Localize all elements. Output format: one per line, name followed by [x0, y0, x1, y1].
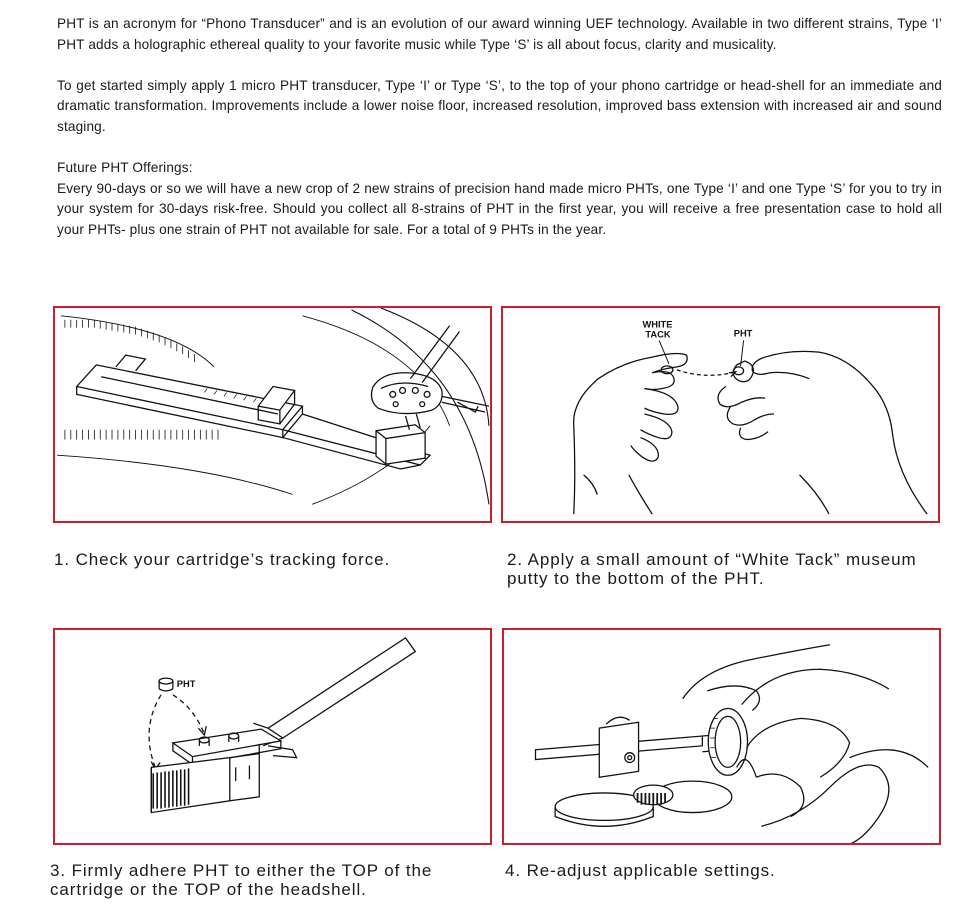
future-offerings-body: Every 90-days or so we will have a new crop of 2 new strains of precision hand made micro PHTs, one Type ‘I’ and one Type ‘S’ for you to try in your system for 30-days risk-free. Should you collect all 8-strains of PHT in the first year, you will receive a free presentation case to hold all your PHTs- plus one strain of PHT not available for sale. For a total of 9 PHTs in the year. [57, 180, 942, 237]
pht-label: PHT [176, 678, 196, 689]
cartridge-pht-placement-drawing [55, 630, 490, 843]
intro-text [57, 14, 942, 241]
step-4-caption: 4. Re-adjust applicable settings. [505, 861, 776, 880]
future-offerings-heading: Future PHT Offerings: [57, 160, 193, 176]
step-2-illustration [501, 306, 940, 523]
tracking-force-gauge-drawing [55, 308, 490, 521]
counterweight-adjustment-drawing [504, 630, 939, 843]
pht-label: PHT [733, 328, 753, 339]
step-3-caption: 3. Firmly adhere PHT to either the TOP of the cartridge or the TOP of the headshell. [50, 861, 433, 899]
intro-paragraph-2: To get started simply apply 1 micro PHT transducer, Type ‘I’ or Type ‘S’, to the top of your phono cartridge or head-shell for an immediate and dramatic transformation. Improvements include a lower noise floor, increased resolution, improved bass extension with increased air and sound staging. [57, 77, 942, 134]
tack-label: TACK [645, 329, 671, 340]
step-4-illustration [502, 628, 941, 845]
step-3-illustration [53, 628, 492, 845]
intro-paragraph-3 [57, 158, 942, 240]
step-1-illustration [53, 306, 492, 523]
intro-paragraph-1: PHT is an acronym for “Phono Transducer” and is an evolution of our award winning UEF technology. Available in two different strains, Type ‘I’ PHT adds a holographic ethereal quality to your favorite music while Type ‘S’ is all about focus, clarity and musicality. [57, 16, 942, 52]
step-2-caption: 2. Apply a small amount of “White Tack” museum putty to the bottom of the PHT. [507, 550, 917, 588]
step-1-caption: 1. Check your cartridge’s tracking force. [54, 550, 391, 569]
hands-white-tack-drawing [503, 308, 938, 521]
white-label: WHITE [642, 319, 673, 330]
